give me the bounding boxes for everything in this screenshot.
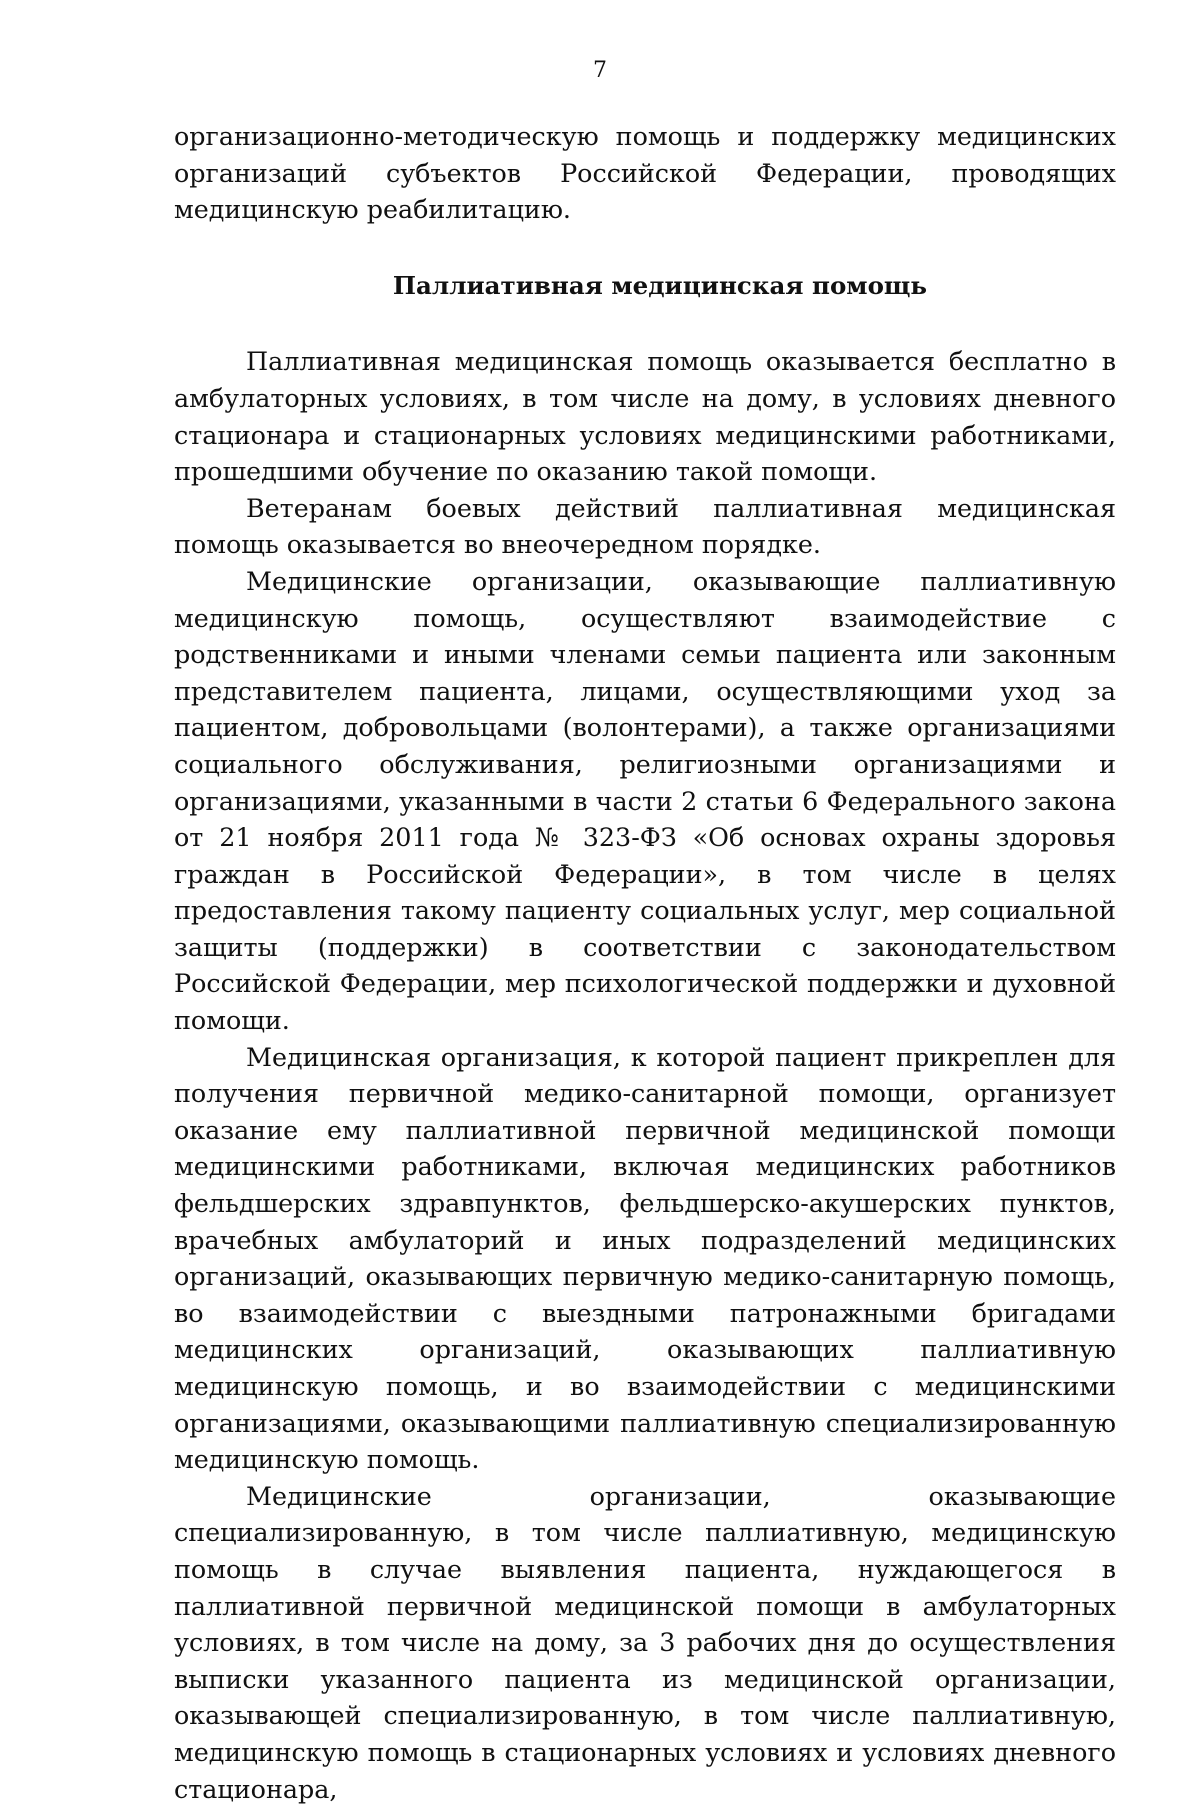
body-paragraph: Медицинская организация, к которой пациент прикреплен для получения первичной медико-санитарной помощи, организует оказание ему паллиативной первичной медицинской помощи медицинскими работниками, включая медицинских работников фельдшерских здравпунктов, фельдшерско-акушерских пунктов, врачебных амбулаторий и иных подразделений медицинских организаций, оказывающих первичную медико-санитарную помощь, во взаимодействии с выездными патронажными бригадами медицинских организаций, оказывающих паллиативную медицинскую помощь, и во взаимодействии с медицинскими организациями, оказывающими паллиативную специализированную медицинскую помощь. <box>174 1041 1116 1475</box>
page-number: 7 <box>593 58 607 83</box>
section-heading: Паллиативная медицинская помощь <box>392 270 928 300</box>
document-body <box>174 118 1116 1807</box>
body-paragraph: Паллиативная медицинская помощь оказывается бесплатно в амбулаторных условиях, в том числе на дому, в условиях дневного стационара и стационарных условиях медицинскими работниками, прошедшими обучение по оказанию такой помощи. <box>174 346 1116 487</box>
body-paragraph: Ветеранам боевых действий паллиативная медицинская помощь оказывается во внеочередном порядке. <box>174 492 1116 560</box>
body-paragraph: Медицинские организации, оказывающие специализированную, в том числе паллиативную, медицинскую помощь в случае выявления пациента, нуждающегося в паллиативной первичной медицинской помощи в амбулаторных условиях, в том числе на дому, за 3 рабочих дня до осуществления выписки указанного пациента из медицинской организации, оказывающей специализированную, в том числе паллиативную, медицинскую помощь в стационарных условиях и условиях дневного стационара, <box>174 1480 1116 1804</box>
continued-paragraph: организационно-методическую помощь и поддержку медицинских организаций субъектов Российской Федерации, проводящих медицинскую реабилитацию. <box>174 121 1116 225</box>
body-paragraph: Медицинские организации, оказывающие паллиативную медицинскую помощь, осуществляют взаимодействие с родственниками и иными членами семьи пациента или законным представителем пациента, лицами, осуществляющими уход за пациентом, добровольцами (волонтерами), а также организациями социального обслуживания, религиозными организациями и организациями, указанными в части 2 статьи 6 Федерального закона от 21 ноября 2011 года № 323-ФЗ «Об основах охраны здоровья граждан в Российской Федерации», в том числе в целях предоставления такому пациенту социальных услуг, мер социальной защиты (поддержки) в соответствии с законодательством Российской Федерации, мер психологической поддержки и духовной помощи. <box>174 565 1116 1036</box>
